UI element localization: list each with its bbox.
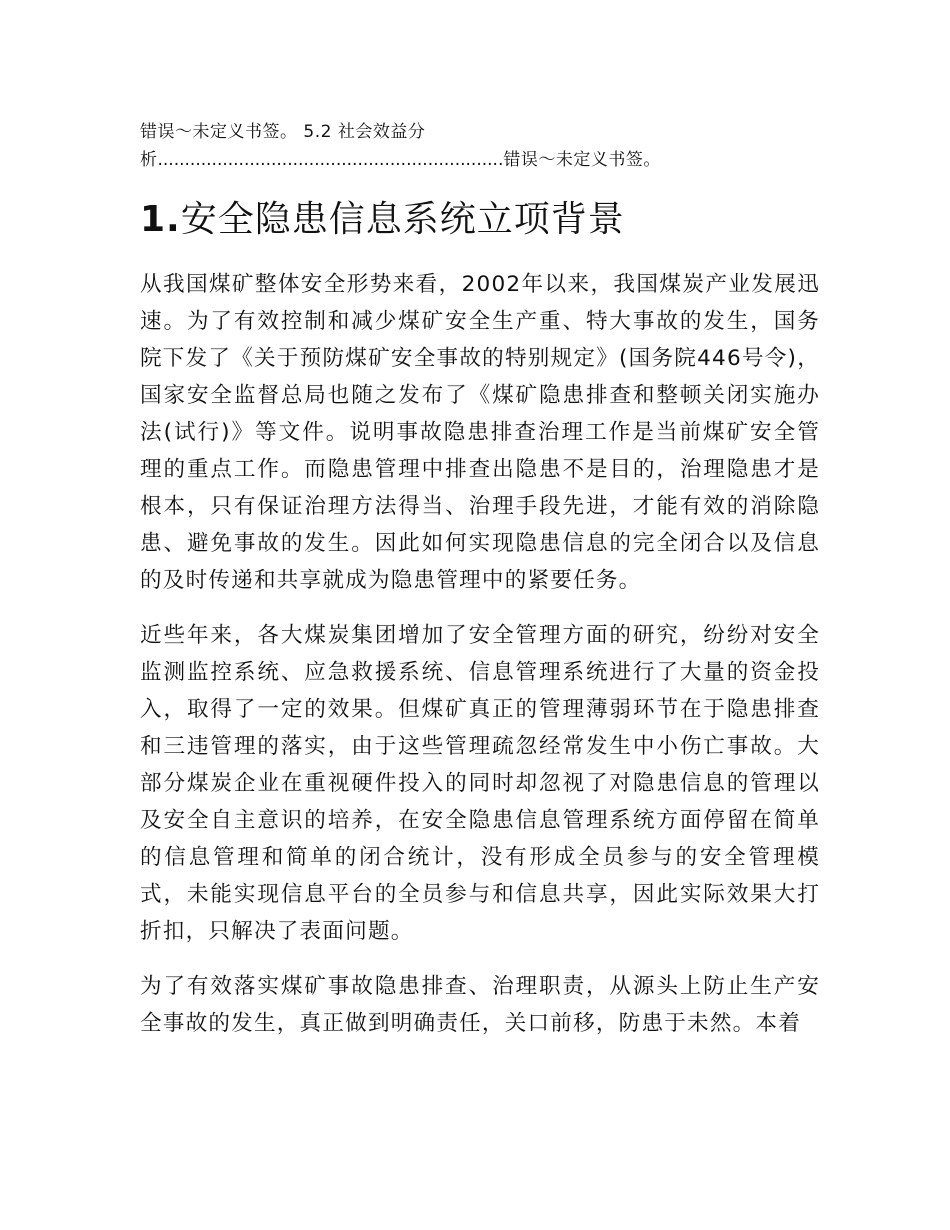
- body-paragraph-3: 为了有效落实煤矿事故隐患排查、治理职责，从源头上防止生产安全事故的发生，真正做到明确责任，关口前移，防患于未然。本着: [140, 974, 820, 1036]
- document-page: [140, 118, 820, 1060]
- section-number: 1.: [140, 199, 181, 240]
- body-paragraph-2: 近些年来，各大煤炭集团增加了安全管理方面的研究，纷纷对安全监测监控系统、应急救援系统、信息管理系统进行了大量的资金投入，取得了一定的效果。但煤矿真正的管理薄弱环节在于隐患排查和三违管理的落实，由于这些管理疏忽经常发生中小伤亡事故。大部分煤炭企业在重视硬件投入的同时却忽视了对隐患信息的管理以及安全自主意识的培养，在安全隐患信息管理系统方面停留在简单的信息管理和简单的闭合统计，没有形成全员参与的安全管理模式，未能实现信息平台的全员参与和信息共享，因此实际效果大打折扣，只解决了表面问题。: [140, 623, 820, 944]
- toc-entry-line-2: [140, 146, 820, 174]
- section-heading: [140, 196, 820, 244]
- body-paragraph-1: 从我国煤矿整体安全形势来看，2002年以来，我国煤炭产业发展迅速。为了有效控制和减少煤矿安全生产重、特大事故的发生，国务院下发了《关于预防煤矿安全事故的特别规定》(国务院446号令)，国家安全监督总局也随之发布了《煤矿隐患排查和整顿关闭实施办法(试行)》等文件。说明事故隐患排查治理工作是当前煤矿安全管理的重点工作。而隐患管理中排查出隐患不是目的，治理隐患才是根本，只有保证治理方法得当、治理手段先进，才能有效的消除隐患、避免事故的发生。因此如何实现隐患信息的完全闭合以及信息的及时传递和共享就成为隐患管理中的紧要任务。: [140, 272, 820, 593]
- toc-entry-line-1: [140, 118, 820, 146]
- toc-leader-dots: ................................................................: [157, 150, 504, 170]
- toc-text-start: 析: [140, 150, 158, 170]
- toc-text: 错误～未定义书签。 5.2 社会效益分: [140, 122, 426, 142]
- section-title: 安全隐患信息系统立项背景: [180, 199, 625, 240]
- toc-text-end: 错误～未定义书签。: [503, 150, 661, 170]
